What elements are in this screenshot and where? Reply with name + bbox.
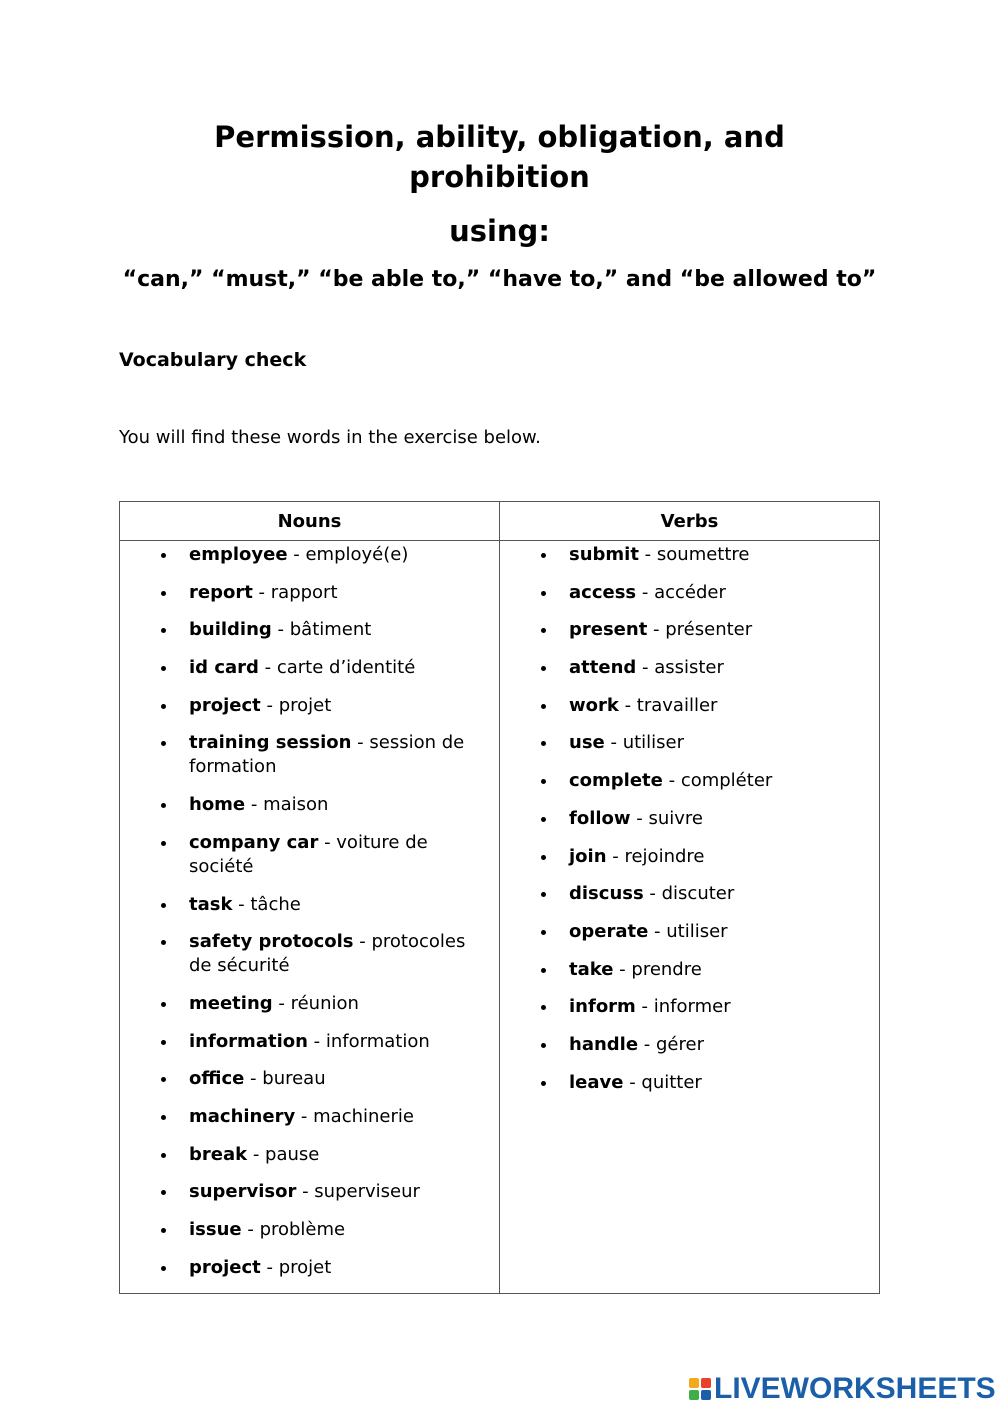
- vocab-translation: - rapport: [252, 581, 338, 603]
- subtitle-modal-verbs: “can,” “must,” “be able to,” “have to,” and “be allowed to”: [122, 267, 877, 292]
- bullet-icon: [541, 591, 546, 596]
- vocab-term: project: [189, 1256, 261, 1278]
- vocab-term: join: [569, 845, 607, 867]
- table-header-row: [120, 502, 880, 541]
- bullet-icon: [161, 553, 166, 558]
- nouns-cell: [120, 541, 500, 1294]
- verb-list-item: [500, 543, 879, 567]
- vocab-translation: - accéder: [636, 581, 726, 603]
- vocab-translation: - gérer: [638, 1033, 704, 1055]
- bullet-icon: [161, 1228, 166, 1233]
- logo-square-icon: [689, 1390, 699, 1400]
- vocab-translation: - machinerie: [295, 1105, 414, 1127]
- noun-list-item: [120, 992, 499, 1016]
- verb-list-item: [500, 731, 879, 755]
- vocab-term: present: [569, 619, 648, 641]
- vocab-term: follow: [569, 807, 631, 829]
- vocab-translation: - employé(e): [287, 544, 409, 565]
- noun-list-item: [120, 1143, 499, 1167]
- bullet-icon: [161, 1266, 166, 1271]
- verb-list-item: [500, 769, 879, 793]
- noun-list-item: [120, 543, 499, 567]
- vocab-term: building: [189, 619, 272, 641]
- bullet-icon: [541, 666, 546, 671]
- noun-list-item: [120, 793, 499, 817]
- vocab-term: leave: [569, 1071, 624, 1093]
- verb-list-item: [500, 581, 879, 605]
- vocab-term: information: [189, 1030, 308, 1052]
- bullet-icon: [161, 1040, 166, 1045]
- vocab-translation: - bureau: [244, 1068, 326, 1090]
- vocab-term: take: [569, 958, 614, 980]
- vocab-translation: - assister: [636, 657, 724, 679]
- noun-list-item: [120, 656, 499, 680]
- vocab-translation: - prendre: [613, 958, 702, 980]
- vocab-translation: - projet: [260, 694, 332, 716]
- noun-list-item: [120, 831, 499, 879]
- noun-list-item: [120, 581, 499, 605]
- vocab-translation: - information: [307, 1030, 430, 1052]
- vocab-translation: - projet: [260, 1256, 332, 1278]
- vocab-translation: - réunion: [272, 992, 359, 1014]
- vocab-translation: - bâtiment: [271, 619, 372, 641]
- vocab-translation: - travailler: [618, 694, 718, 716]
- vocab-term: home: [189, 794, 246, 816]
- vocab-translation: - discuter: [643, 883, 735, 905]
- vocab-term: meeting: [189, 992, 273, 1014]
- subtitle-using: using:: [449, 214, 550, 248]
- bullet-icon: [541, 968, 546, 973]
- verb-list-item: [500, 656, 879, 680]
- bullet-icon: [161, 1115, 166, 1120]
- vocab-translation: - compléter: [662, 770, 773, 792]
- noun-list-item: [120, 1030, 499, 1054]
- vocab-term: issue: [189, 1219, 242, 1240]
- bullet-icon: [541, 553, 546, 558]
- vocab-translation: - pause: [247, 1143, 320, 1165]
- noun-list-item: [120, 731, 499, 779]
- vocab-term: handle: [569, 1033, 639, 1055]
- bullet-icon: [161, 841, 166, 846]
- bullet-icon: [161, 1190, 166, 1195]
- nouns-header: Nouns: [120, 502, 500, 541]
- noun-list-item: [120, 618, 499, 642]
- vocab-term: project: [189, 694, 261, 716]
- bullet-icon: [541, 1005, 546, 1010]
- page-title: Permission, ability, obligation, and prohibition: [214, 120, 785, 194]
- logo-text: LIVEWORKSHEETS: [714, 1372, 996, 1405]
- vocabulary-table: [119, 501, 880, 1294]
- vocab-translation: - suivre: [630, 807, 704, 829]
- verb-list-item: [500, 1071, 879, 1095]
- table-body-row: [120, 541, 880, 1294]
- vocab-term: discuss: [569, 883, 644, 905]
- noun-list-item: [120, 694, 499, 718]
- vocab-translation: - protocoles de sécurité: [189, 931, 466, 977]
- vocab-term: operate: [569, 920, 649, 942]
- vocab-translation: - session de formation: [189, 732, 465, 778]
- verb-list-item: [500, 845, 879, 869]
- nouns-list: [120, 543, 499, 1280]
- vocab-translation: - quitter: [623, 1071, 702, 1093]
- vocab-term: company car: [189, 831, 319, 853]
- vocab-translation: - voiture de société: [189, 831, 428, 877]
- bullet-icon: [541, 892, 546, 897]
- bullet-icon: [161, 803, 166, 808]
- vocab-term: attend: [569, 657, 637, 679]
- noun-list-item: [120, 1256, 499, 1280]
- bullet-icon: [541, 704, 546, 709]
- vocab-term: use: [569, 732, 605, 754]
- vocab-translation: - présenter: [647, 619, 753, 641]
- verb-list-item: [500, 807, 879, 831]
- verb-list-item: [500, 618, 879, 642]
- verbs-list: [500, 543, 879, 1095]
- bullet-icon: [161, 666, 166, 671]
- vocab-term: submit: [569, 544, 639, 565]
- noun-list-item: [120, 893, 499, 917]
- bullet-icon: [541, 1081, 546, 1086]
- bullet-icon: [541, 1043, 546, 1048]
- verb-list-item: [500, 995, 879, 1019]
- vocab-term: supervisor: [189, 1181, 297, 1203]
- bullet-icon: [161, 628, 166, 633]
- noun-list-item: [120, 1105, 499, 1129]
- vocab-term: access: [569, 581, 637, 603]
- bullet-icon: [541, 741, 546, 746]
- vocab-term: employee: [189, 544, 288, 565]
- vocab-term: task: [189, 893, 233, 915]
- vocab-term: office: [189, 1068, 245, 1090]
- vocab-translation: - utiliser: [604, 732, 685, 754]
- vocab-translation: - superviseur: [296, 1181, 420, 1203]
- bullet-icon: [541, 779, 546, 784]
- vocab-translation: - problème: [241, 1219, 346, 1240]
- verb-list-item: [500, 920, 879, 944]
- intro-text: You will find these words in the exercise below.: [119, 427, 541, 448]
- vocab-term: break: [189, 1143, 248, 1165]
- verbs-header: Verbs: [500, 502, 880, 541]
- vocab-term: complete: [569, 770, 663, 792]
- logo-square-icon: [701, 1378, 711, 1388]
- bullet-icon: [161, 704, 166, 709]
- bullet-icon: [541, 855, 546, 860]
- vocab-translation: - informer: [635, 996, 731, 1018]
- verb-list-item: [500, 1033, 879, 1057]
- bullet-icon: [161, 741, 166, 746]
- vocab-term: inform: [569, 996, 636, 1018]
- bullet-icon: [161, 1002, 166, 1007]
- vocab-term: id card: [189, 657, 259, 679]
- vocab-translation: - rejoindre: [606, 845, 705, 867]
- noun-list-item: [120, 1067, 499, 1091]
- bullet-icon: [541, 817, 546, 822]
- noun-list-item: [120, 930, 499, 978]
- logo-square-icon: [689, 1378, 699, 1388]
- liveworksheets-logo: [689, 1372, 996, 1406]
- vocab-translation: - utiliser: [648, 920, 728, 942]
- vocab-translation: - tâche: [232, 893, 301, 915]
- vocab-translation: - maison: [245, 794, 329, 816]
- bullet-icon: [541, 930, 546, 935]
- logo-mark-icon: [689, 1378, 711, 1400]
- bullet-icon: [161, 591, 166, 596]
- verb-list-item: [500, 958, 879, 982]
- vocab-term: report: [189, 581, 253, 603]
- bullet-icon: [161, 1077, 166, 1082]
- bullet-icon: [161, 1153, 166, 1158]
- noun-list-item: [120, 1180, 499, 1204]
- verbs-cell: [500, 541, 880, 1294]
- logo-square-icon: [701, 1390, 711, 1400]
- vocab-translation: - carte d’identité: [258, 657, 416, 679]
- verb-list-item: [500, 882, 879, 906]
- noun-list-item: [120, 1218, 499, 1242]
- bullet-icon: [541, 628, 546, 633]
- vocab-term: safety protocols: [189, 931, 354, 953]
- bullet-icon: [161, 940, 166, 945]
- vocab-term: work: [569, 694, 619, 716]
- bullet-icon: [161, 903, 166, 908]
- verb-list-item: [500, 694, 879, 718]
- vocab-term: training session: [189, 732, 352, 754]
- vocab-term: machinery: [189, 1105, 296, 1127]
- vocab-translation: - soumettre: [638, 544, 750, 565]
- section-heading: Vocabulary check: [119, 349, 307, 371]
